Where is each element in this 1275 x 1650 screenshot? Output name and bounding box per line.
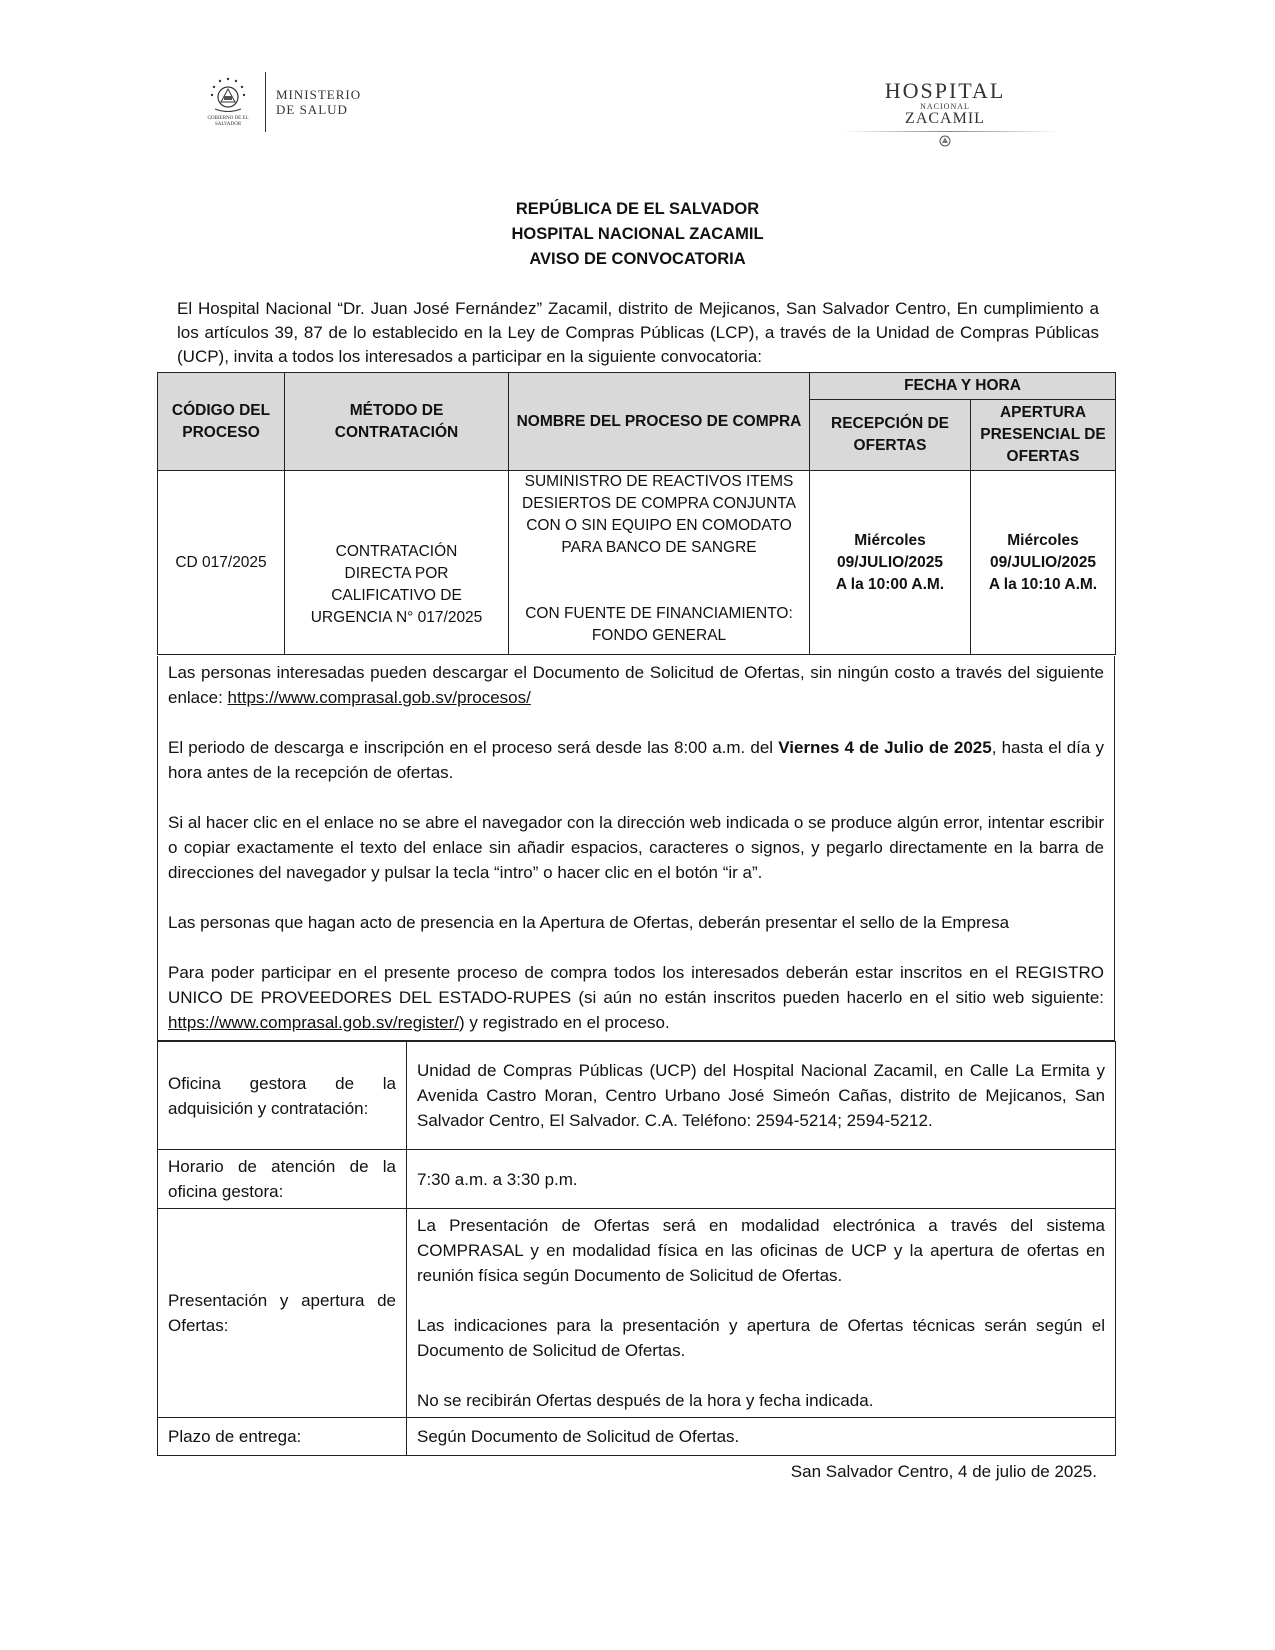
- detail-paragraph: Unidad de Compras Públicas (UCP) del Hospital Nacional Zacamil, en Calle La Ermita y Avenida Castro Moran, Centro Urbano José Simeón Cañas, distrito de Mejicanos, San Salvador Centro, El Salvador. C.A. Teléfono: 2594-5214; 2594-5212.: [417, 1061, 1105, 1130]
- table-header-row: [158, 373, 1116, 400]
- nombre-text: SUMINISTRO DE REACTIVOS ITEMS DESIERTOS DE COMPRA CONJUNTA CON O SIN EQUIPO EN COMODATO PARA BANCO DE SANGRE: [522, 473, 796, 556]
- table-row: [158, 1150, 1116, 1209]
- detail-label: Plazo de entrega:: [158, 1418, 407, 1456]
- detail-paragraph: La Presentación de Ofertas será en modalidad electrónica a través del sistema COMPRASAL y en modalidad física en las oficinas de UCP y la apertura de ofertas en reunión física según Documento de Solicitud de Ofertas.: [417, 1216, 1105, 1285]
- process-table: [157, 372, 1116, 655]
- period-text-pre: El periodo de descarga e inscripción en el proceso será desde las 8:00 a.m. del: [168, 738, 779, 757]
- recepcion-fecha: 09/JULIO/2025: [837, 553, 943, 571]
- detail-value: [407, 1418, 1116, 1456]
- cell-nombre: [509, 471, 810, 655]
- logo-rule: [840, 131, 1060, 132]
- title-line2: HOSPITAL NACIONAL ZACAMIL: [511, 225, 764, 243]
- seal-paragraph: Las personas que hagan acto de presencia en la Apertura de Ofertas, deberán presentar el sello de la Empresa: [168, 913, 1010, 932]
- detail-value: [407, 1042, 1116, 1150]
- logo-divider: [265, 72, 266, 132]
- register-link[interactable]: https://www.comprasal.gob.sv/register/: [168, 1013, 460, 1032]
- cell-apertura: [971, 471, 1116, 655]
- hospital-logo-line1: HOSPITAL: [884, 78, 1006, 103]
- detail-label: Oficina gestora de la adquisición y contratación:: [158, 1042, 407, 1150]
- cell-metodo: [285, 471, 509, 655]
- government-seal: [203, 76, 253, 128]
- header-fecha-hora: FECHA Y HORA: [810, 373, 1116, 400]
- ministry-logo: [203, 72, 361, 132]
- intro-paragraph: El Hospital Nacional “Dr. Juan José Fernández” Zacamil, distrito de Mejicanos, San Salvador Centro, En cumplimiento a los artículos 39, 87 de lo establecido en la Ley de Compras Públicas (LCP), a través de la Unidad de Compras Públicas (UCP), invita a todos los interesados a participar en la siguiente convocatoria:: [177, 299, 1099, 366]
- table-row: [158, 1418, 1116, 1456]
- small-seal-icon: [935, 134, 955, 148]
- header-apertura: APERTURA PRESENCIAL DE OFERTAS: [971, 400, 1116, 471]
- detail-label: Presentación y apertura de Ofertas:: [158, 1209, 407, 1418]
- procesos-link[interactable]: https://www.comprasal.gob.sv/procesos/: [227, 688, 531, 707]
- title-line1: REPÚBLICA DE EL SALVADOR: [515, 200, 760, 218]
- metodo-text: CONTRATACIÓN DIRECTA POR CALIFICATIVO DE URGENCIA N° 017/2025: [310, 542, 483, 626]
- rupes-text-post: ) y registrado en el proceso.: [459, 1013, 670, 1032]
- apertura-hora: A la 10:10 A.M.: [988, 575, 1098, 593]
- ministry-name: [276, 87, 361, 117]
- detail-paragraph: No se recibirán Ofertas después de la hora y fecha indicada.: [417, 1391, 874, 1410]
- rupes-text-pre: Para poder participar en el presente proceso de compra todos los interesados deberán estar inscritos en el REGISTRO UNICO DE PROVEEDORES DEL ESTADO-RUPES (si aún no están inscritos pueden hacerlo en el sitio web siguiente:: [168, 963, 1104, 1007]
- financiamiento-text: CON FUENTE DE FINANCIAMIENTO: FONDO GENERAL: [525, 605, 793, 644]
- hospital-logo: [840, 80, 1050, 148]
- cell-recepcion: [810, 471, 971, 655]
- apertura-dia: Miércoles: [1007, 531, 1079, 549]
- recepcion-dia: Miércoles: [854, 531, 926, 549]
- gov-text: GOBIERNO DE EL SALVADOR: [207, 116, 249, 127]
- hospital-logo-line3: ZACAMIL: [905, 110, 985, 127]
- recepcion-hora: A la 10:00 A.M.: [835, 575, 945, 593]
- detail-paragraph: Las indicaciones para la presentación y apertura de Ofertas técnicas serán según el Documento de Solicitud de Ofertas.: [417, 1316, 1105, 1360]
- signoff: San Salvador Centro, 4 de julio de 2025.: [790, 1462, 1097, 1481]
- title-line3: AVISO DE CONVOCATORIA: [529, 250, 746, 268]
- table-row: [158, 1042, 1116, 1150]
- header-codigo: CÓDIGO DEL PROCESO: [158, 373, 285, 471]
- ministry-line1: MINISTERIO: [276, 87, 362, 102]
- document-title: [0, 197, 1275, 272]
- period-paragraph: [168, 735, 1104, 785]
- period-text-post: , hasta el día y hora antes de la recepción de ofertas.: [168, 738, 1104, 782]
- apertura-fecha: 09/JULIO/2025: [990, 553, 1096, 571]
- download-paragraph: [168, 660, 1104, 710]
- seal-icon: [206, 76, 250, 116]
- header-metodo: MÉTODO DE CONTRATACIÓN: [285, 373, 509, 471]
- detail-value: [407, 1150, 1116, 1209]
- cell-codigo: CD 017/2025: [158, 471, 285, 655]
- details-table: [157, 1041, 1116, 1456]
- link-help-paragraph: Si al hacer clic en el enlace no se abre el navegador con la dirección web indicada o se produce algún error, intentar escribir o copiar exactamente el texto del enlace sin añadir espacios, caracteres o signos, y pegarlo directamente en la barra de direcciones del navegador y pulsar la tecla “intro” o hacer clic en el botón “ir a”.: [168, 813, 1104, 882]
- download-text: Las personas interesadas pueden descargar el Documento de Solicitud de Ofertas, sin ningún costo a través del siguiente enlace:: [168, 663, 1104, 707]
- header-recepcion: RECEPCIÓN DE OFERTAS: [810, 400, 971, 471]
- table-row: [158, 471, 1116, 655]
- rupes-paragraph: [168, 960, 1104, 1035]
- info-block: [157, 656, 1115, 1041]
- detail-value: [407, 1209, 1116, 1418]
- detail-label: Horario de atención de la oficina gestora:: [158, 1150, 407, 1209]
- header-nombre: NOMBRE DEL PROCESO DE COMPRA: [509, 373, 810, 471]
- period-date: Viernes 4 de Julio de 2025: [778, 738, 992, 757]
- ministry-line2: DE SALUD: [276, 102, 348, 117]
- hospital-logo-line2: NACIONAL: [920, 102, 970, 111]
- detail-paragraph: Según Documento de Solicitud de Ofertas.: [417, 1427, 740, 1446]
- table-row: [158, 1209, 1116, 1418]
- detail-paragraph: 7:30 a.m. a 3:30 p.m.: [417, 1169, 578, 1189]
